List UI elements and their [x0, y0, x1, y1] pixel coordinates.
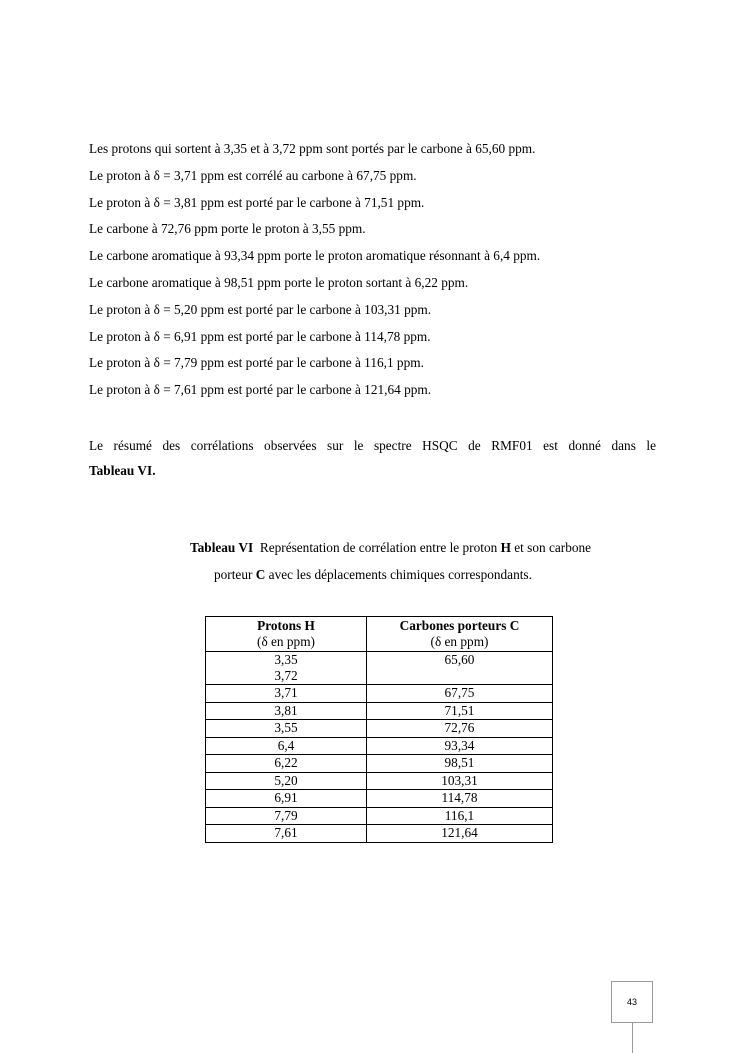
- caption-h: H: [500, 540, 511, 555]
- summary-table-ref: Tableau VI.: [89, 463, 156, 478]
- header-carbons-unit: (δ en ppm): [430, 634, 489, 649]
- observation-line: Le proton à δ = 3,81 ppm est porté par le carbone à 71,51 ppm.: [89, 194, 425, 210]
- observation-line: Le proton à δ = 7,61 ppm est porté par le carbone à 121,64 ppm.: [89, 382, 432, 398]
- correlation-table: [205, 616, 553, 843]
- proton-value: 3,72: [274, 668, 298, 683]
- table-row: [206, 702, 553, 720]
- header-carbons-title: Carbones porteurs C: [399, 618, 520, 633]
- proton-cell: 3,55: [206, 720, 367, 738]
- header-protons-title: Protons H: [257, 618, 315, 633]
- header-protons-unit: (δ en ppm): [257, 634, 315, 649]
- observation-line: Le carbone aromatique à 98,51 ppm porte le proton sortant à 6,22 ppm.: [89, 274, 469, 290]
- caption-text-1: Représentation de corrélation entre le proton: [253, 540, 501, 555]
- proton-cell: 6,22: [206, 755, 367, 773]
- proton-cell: 6,91: [206, 790, 367, 808]
- caption-label: Tableau VI: [190, 540, 254, 555]
- table-row: [206, 772, 553, 790]
- proton-cell: 5,20: [206, 772, 367, 790]
- carbon-cell: 67,75: [367, 685, 553, 703]
- proton-value: 3,35: [274, 652, 298, 667]
- caption-text-3: porteur: [214, 567, 256, 582]
- carbon-cell: 114,78: [367, 790, 553, 808]
- observation-line: Le proton à δ = 6,91 ppm est porté par le carbone à 114,78 ppm.: [89, 328, 431, 344]
- carbon-cell: 71,51: [367, 702, 553, 720]
- observation-line: Le proton à δ = 3,71 ppm est corrélé au carbone à 67,75 ppm.: [89, 167, 417, 183]
- proton-cell: 6,4: [206, 737, 367, 755]
- observation-line: Le proton à δ = 5,20 ppm est porté par le carbone à 103,31 ppm.: [89, 301, 432, 317]
- table-row: [206, 737, 553, 755]
- observation-line: Le carbone aromatique à 93,34 ppm porte le proton aromatique résonnant à 6,4 ppm.: [89, 248, 541, 264]
- carbon-cell: 72,76: [367, 720, 553, 738]
- summary-text: Le résumé des corrélations observées sur le spectre HSQC de RMF01 est donné dans le: [89, 438, 656, 453]
- caption-c: C: [255, 567, 266, 582]
- caption-text-2: et son carbone: [510, 540, 592, 555]
- table-row: [206, 685, 553, 703]
- page-number-rule: [632, 1023, 633, 1053]
- carbon-cell: 116,1: [367, 807, 553, 825]
- table-row: [206, 755, 553, 773]
- carbon-cell: 93,34: [367, 737, 553, 755]
- proton-cell: 3,71: [206, 685, 367, 703]
- carbon-cell: 65,60: [367, 652, 553, 685]
- observation-line: Le proton à δ = 7,79 ppm est porté par le carbone à 116,1 ppm.: [89, 355, 424, 371]
- observation-list: [89, 139, 659, 407]
- observation-line: Les protons qui sortent à 3,35 et à 3,72 ppm sont portés par le carbone à 65,60 ppm.: [89, 141, 536, 156]
- header-carbons: [367, 617, 553, 652]
- carbon-cell: 98,51: [367, 755, 553, 773]
- carbon-cell: 121,64: [367, 825, 553, 843]
- table-header-row: [206, 617, 553, 652]
- proton-cell: 3,81: [206, 702, 367, 720]
- summary-paragraph: [89, 433, 656, 483]
- header-protons: [206, 617, 367, 652]
- page-number-box: [611, 981, 653, 1023]
- table-row: [206, 825, 553, 843]
- page-number: 43: [626, 997, 637, 1007]
- carbon-cell: 103,31: [367, 772, 553, 790]
- proton-cell: 7,79: [206, 807, 367, 825]
- table-row: [206, 720, 553, 738]
- table-caption: [190, 537, 660, 586]
- table-row: [206, 807, 553, 825]
- table-row: [206, 652, 553, 685]
- table-row: [206, 790, 553, 808]
- proton-cell: [206, 652, 367, 685]
- observation-line: Le carbone à 72,76 ppm porte le proton à 3,55 ppm.: [89, 221, 366, 237]
- proton-cell: 7,61: [206, 825, 367, 843]
- caption-text-4: avec les déplacements chimiques correspondants.: [265, 567, 532, 582]
